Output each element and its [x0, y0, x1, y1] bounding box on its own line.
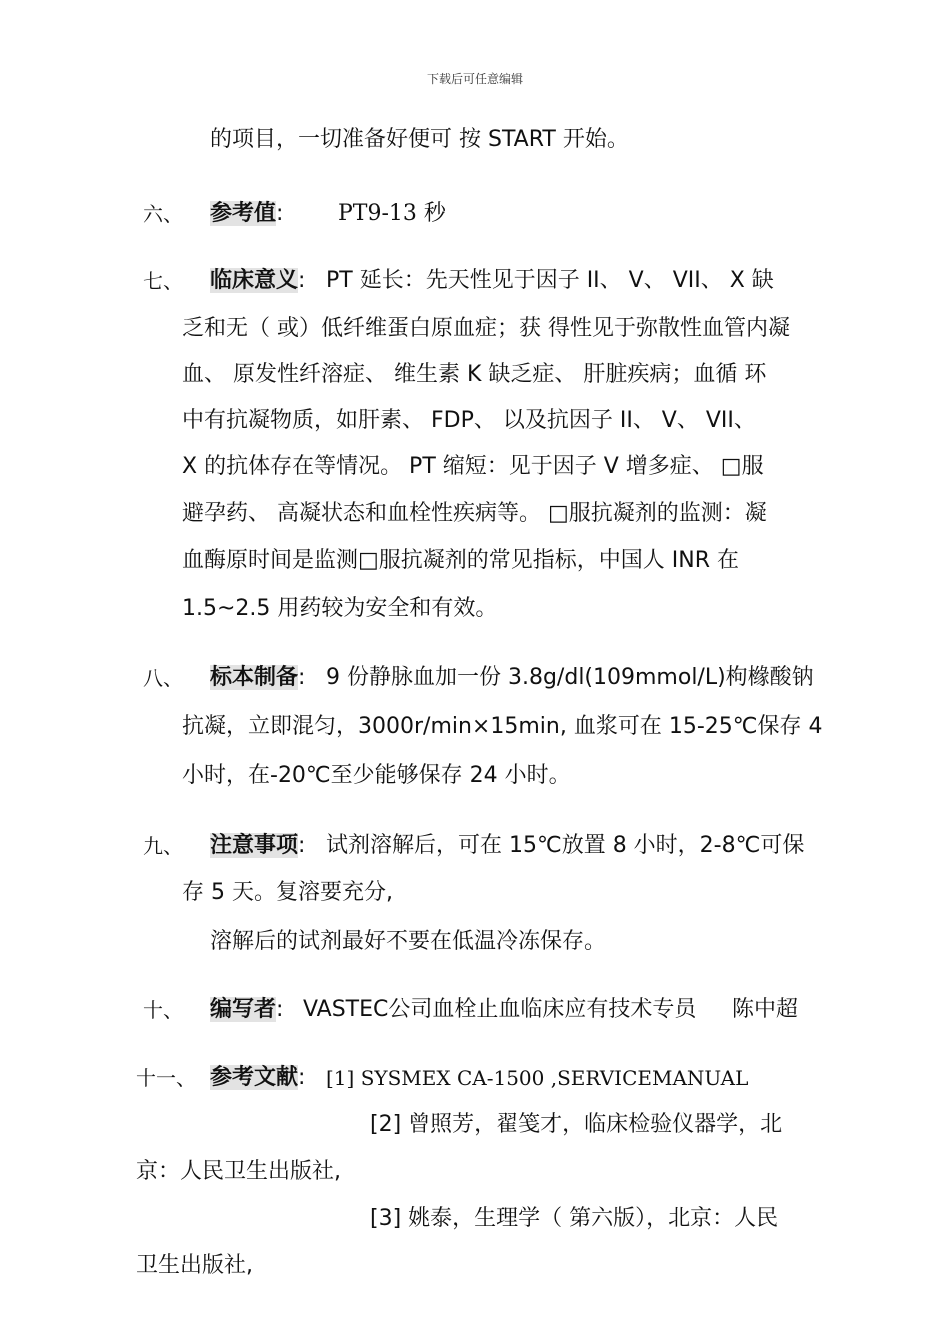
section-10-colon: :: [276, 997, 284, 1022]
section-6-text: PT9-13 秒: [338, 201, 446, 226]
section-8-number: 八、: [143, 666, 183, 690]
reference-3: [3] 姚泰，生理学（ 第六版），北京：人民: [370, 1206, 779, 1231]
section-7-line: 血酶原时间是监测□服抗凝剂的常见指标，中国人 INR 在: [182, 548, 740, 573]
section-8-colon: :: [298, 665, 306, 690]
continuation-text: 的项目，一切准备好便可 按 START 开始。: [210, 127, 629, 152]
section-8-line: 抗凝，立即混匀，3000r/min×15min, 血浆可在 15-25℃保存 4: [182, 714, 823, 739]
section-9-number: 九、: [143, 834, 183, 858]
section-9-heading: [210, 831, 305, 861]
section-6-heading: [210, 199, 283, 229]
page-header: 下载后可任意编辑: [426, 72, 523, 86]
section-9-colon: :: [298, 833, 306, 858]
reference-2: [2] 曾照芳，翟笺才，临床检验仪器学，北: [370, 1112, 783, 1137]
section-8-line: 小时，在-20℃至少能够保存 24 小时。: [182, 763, 571, 788]
section-7-line: PT 延长：先天性见于因子 II、 V、 VII、 X 缺: [326, 268, 774, 293]
section-7-heading: [210, 266, 305, 296]
section-7-number: 七、: [143, 269, 183, 293]
author-name: 陈中超: [732, 997, 799, 1022]
reference-2-continued: 京：人民卫生出版社,: [136, 1159, 341, 1184]
section-10-text: VASTEC公司血栓止血临床应有技术专员: [303, 997, 697, 1022]
section-7-line: 避孕药、 高凝状态和血栓性疾病等。 □服抗凝剂的监测：凝: [182, 501, 767, 526]
section-7-title: 临床意义: [210, 268, 299, 293]
section-10-title: 编写者: [210, 997, 277, 1022]
section-7-line: 乏和无（ 或）低纤维蛋白原血症；获 得性见于弥散性血管内凝: [182, 316, 790, 341]
section-7-line: 血、 原发性纤溶症、 维生素 K 缺乏症、 肝脏疾病；血循 环: [182, 362, 767, 387]
reference-3-continued: 卫生出版社,: [136, 1253, 253, 1278]
section-9-line: 存 5 天。复溶要充分,: [182, 880, 393, 905]
section-7-colon: :: [298, 268, 306, 293]
section-9-title: 注意事项: [210, 833, 299, 858]
section-7-line: 中有抗凝物质，如肝素、 FDP、 以及抗因子 II、 V、 VII、: [182, 408, 756, 433]
section-11-heading: [210, 1063, 305, 1093]
section-6-title: 参考值: [210, 201, 277, 226]
section-9-line: 试剂溶解后，可在 15℃放置 8 小时，2-8℃可保: [326, 833, 805, 858]
reference-1: [1] SYSMEX CA-1500 ,SERVICEMANUAL: [326, 1066, 749, 1090]
section-7-line: X 的抗体存在等情况。 PT 缩短：见于因子 V 增多症、 □服: [182, 454, 764, 479]
section-8-line: 9 份静脉血加一份 3.8g/dl(109mmol/L)枸橼酸钠: [326, 665, 814, 690]
section-9-line: 溶解后的试剂最好不要在低温冷冻保存。: [210, 929, 607, 954]
section-7-line: 1.5~2.5 用药较为安全和有效。: [182, 596, 498, 621]
section-11-title: 参考文献: [210, 1065, 299, 1090]
section-8-heading: [210, 663, 305, 693]
section-6-colon: :: [276, 201, 284, 226]
section-10-heading: [210, 995, 283, 1025]
section-10-number: 十、: [143, 998, 183, 1022]
section-6-number: 六、: [143, 202, 183, 226]
section-11-number: 十一、: [136, 1066, 196, 1090]
section-8-title: 标本制备: [210, 665, 299, 690]
section-11-colon: :: [298, 1065, 306, 1090]
